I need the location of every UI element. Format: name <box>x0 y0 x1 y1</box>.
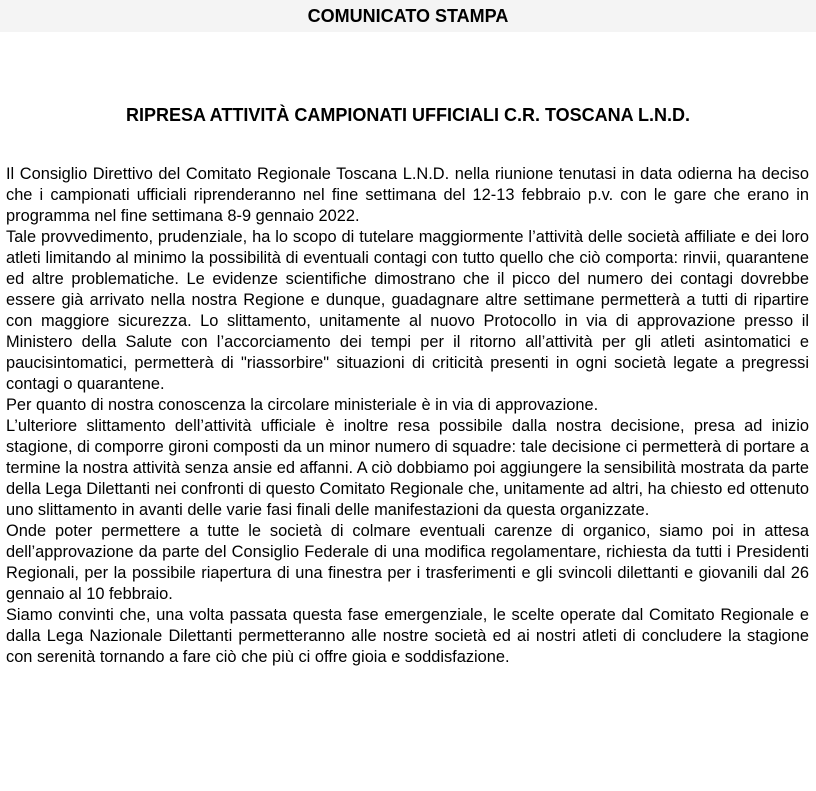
paragraph-circular: Per quanto di nostra conoscenza la circolare ministeriale è in via di approvazione. <box>6 396 599 414</box>
paragraph-transfers: Onde poter permettere a tutte le società di colmare eventuali carenze di organico, siamo poi in attesa dell’approvazione da parte del Consiglio Federale di una modifica regolamentare, richiesta da tutti i Presidenti Regionali, per la possibile riapertura di una finestra per i trasferimenti e gli svincoli dilettanti e giovanili dal 26 gennaio al 10 febbraio. <box>6 522 809 603</box>
document-headline: RIPRESA ATTIVITÀ CAMPIONATI UFFICIALI C.R. TOSCANA L.N.D. <box>126 105 690 125</box>
document-body <box>6 164 809 668</box>
document-header: COMUNICATO STAMPA <box>307 6 509 26</box>
paragraph-rationale: Tale provvedimento, prudenziale, ha lo scopo di tutelare maggiormente l’attività delle società affiliate e dei loro atleti limitando al minimo la possibilità di eventuali contagi con tutto quello che ciò comporta: rinvii, quarantene ed altre problematiche. Le evidenze scientifiche dimostrano che il picco del numero dei contagi dovrebbe essere già arrivato nella nostra Regione e dunque, guadagnare altre settimane permetterà a tutti di ripartire con maggiore sicurezza. Lo slittamento, unitamente al nuovo Protocollo in via di approvazione presso il Ministero della Salute con l’accorciamento dei tempi per il ritorno all’attività per gli atleti asintomatici e paucisintomatici, permetterà di "riassorbire" situazioni di criticità presenti in ogni società legate a pregressi contagi o quarantene. <box>6 228 809 393</box>
paragraph-convocation: Il Consiglio Direttivo del Comitato Regionale Toscana L.N.D. nella riunione tenutasi in data odierna ha deciso che i campionati ufficiali riprenderanno nel fine settimana del 12-13 febbraio p.v. con le gare che erano in programma nel fine settimana 8-9 gennaio 2022. <box>6 165 809 225</box>
paragraph-closing: Siamo convinti che, una volta passata questa fase emergenziale, le scelte operate dal Comitato Regionale e dalla Lega Nazionale Dilettanti permetteranno alle nostre società ed ai nostri atleti di concludere la stagione con serenità tornando a fare ciò che più ci offre gioia e soddisfazione. <box>6 606 809 666</box>
paragraph-schedule: L’ulteriore slittamento dell’attività ufficiale è inoltre resa possibile dalla nostra decisione, presa ad inizio stagione, di comporre gironi composti da un minor numero di squadre: tale decisione ci permetterà di portare a termine la nostra attività senza ansie ed affanni. A ciò dobbiamo poi aggiungere la sensibilità mostrata da parte della Lega Dilettanti nei confronti di questo Comitato Regionale che, unitamente ad altri, ha chiesto ed ottenuto uno slittamento in avanti delle varie fasi finali delle manifestazioni da questa organizzate. <box>6 417 809 519</box>
